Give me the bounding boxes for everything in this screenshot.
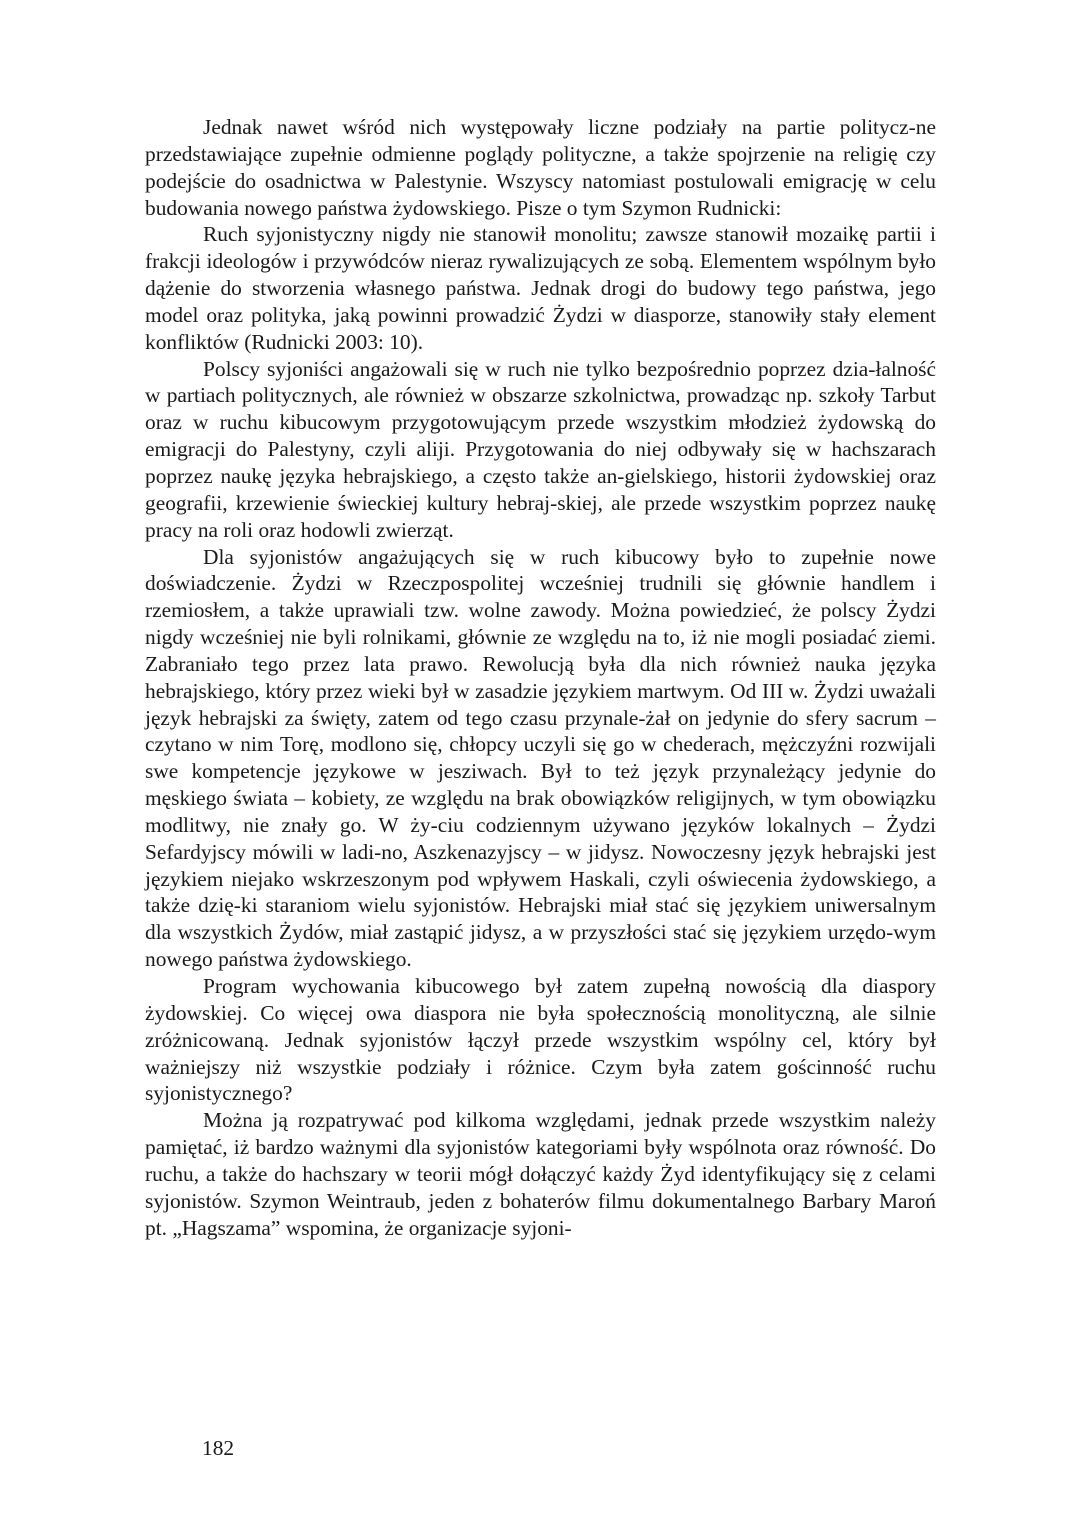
block-quote: Ruch syjonistyczny nigdy nie stanowił monolitu; zawsze stanowił mozaikę partii i frakcji ideologów i przywódców nieraz rywalizujących ze sobą. Elementem wspólnym było dążenie do stworzenia własnego państwa. Jednak drogi do budowy tego państwa, jego model oraz polityka, jaką powinni prowadzić Żydzi w diasporze, stanowiły stały element konfliktów (Rudnicki 2003: 10).: [145, 222, 936, 354]
page-number: 182: [202, 1436, 235, 1460]
paragraph: Można ją rozpatrywać pod kilkoma względami, jednak przede wszystkim należy pamiętać, iż bardzo ważnymi dla syjonistów kategoriami były wspólnota oraz równość. Do ruchu, a także do hachszary w teorii mógł dołączyć każdy Żyd identyfikujący się z celami syjonistów. Szymon Weintraub, jeden z bohaterów filmu dokumentalnego Barbary Maroń pt. „Hagszama” wspomina, że organizacje syjoni-: [145, 1108, 936, 1240]
paragraph: Program wychowania kibucowego był zatem zupełną nowością dla diaspory żydowskiej. Co więcej owa diaspora nie była społecznością monolityczną, ale silnie zróżnicowaną. Jednak syjonistów łączył przede wszystkim wspólny cel, który był ważniejszy niż wszystkie podziały i różnice. Czym była zatem gościnność ruchu syjonistycznego?: [145, 974, 936, 1106]
paragraph: Polscy syjoniści angażowali się w ruch nie tylko bezpośrednio poprzez dzia-łalność w partiach politycznych, ale również w obszarze szkolnictwa, prowadząc np. szkoły Tarbut oraz w ruchu kibucowym przygotowującym przede wszystkim młodzież żydowską do emigracji do Palestyny, czyli aliji. Przygotowania do niej odbywały się w hachszarach poprzez naukę języka hebrajskiego, a często także an-gielskiego, historii żydowskiej oraz geografii, krzewienie świeckiej kultury hebraj-skiej, ale przede wszystkim poprzez naukę pracy na roli oraz hodowli zwierząt.: [145, 356, 936, 542]
paragraph: Dla syjonistów angażujących się w ruch kibucowy było to zupełnie nowe doświadczenie. Żydzi w Rzeczpospolitej wcześniej trudnili się głównie handlem i rzemiosłem, a także uprawiali tzw. wolne zawody. Można powiedzieć, że polscy Żydzi nigdy wcześniej nie byli rolnikami, głównie ze względu na to, iż nie mogli posiadać ziemi. Zabraniało tego przez lata prawo. Rewolucją była dla nich również nauka języka hebrajskiego, który przez wieki był w zasadzie językiem martwym. Od III w. Żydzi uważali język hebrajski za święty, zatem od tego czasu przynale-żał on jedynie do sfery sacrum – czytano w nim Torę, modlono się, chłopcy uczyli się go w chederach, mężczyźni rozwijali swe kompetencje językowe w jesziwach. Był to też język przynależący jedynie do męskiego świata – kobiety, ze względu na brak obowiązków religijnych, w tym obowiązku modlitwy, nie znały go. W ży-ciu codziennym używano języków lokalnych – Żydzi Sefardyjscy mówili w ladi-no, Aszkenazyjscy – w jidysz. Nowoczesny język hebrajski jest językiem niejako wskrzeszonym pod wpływem Haskali, czyli oświecenia żydowskiego, a także dzię-ki staraniom wielu syjonistów. Hebrajski miał stać się językiem uniwersalnym dla wszystkich Żydów, miał zastąpić jidysz, a w przyszłości stać się językiem urzędo-wym nowego państwa żydowskiego.: [145, 544, 936, 972]
paragraph: Jednak nawet wśród nich występowały liczne podziały na partie politycz-ne przedstawiające zupełnie odmienne poglądy polityczne, a także spojrzenie na religię czy podejście do osadnictwa w Palestynie. Wszyscy natomiast postulowali emigrację w celu budowania nowego państwa żydowskiego. Pisze o tym Szymon Rudnicki:: [145, 115, 936, 220]
page-body: [145, 114, 936, 1241]
